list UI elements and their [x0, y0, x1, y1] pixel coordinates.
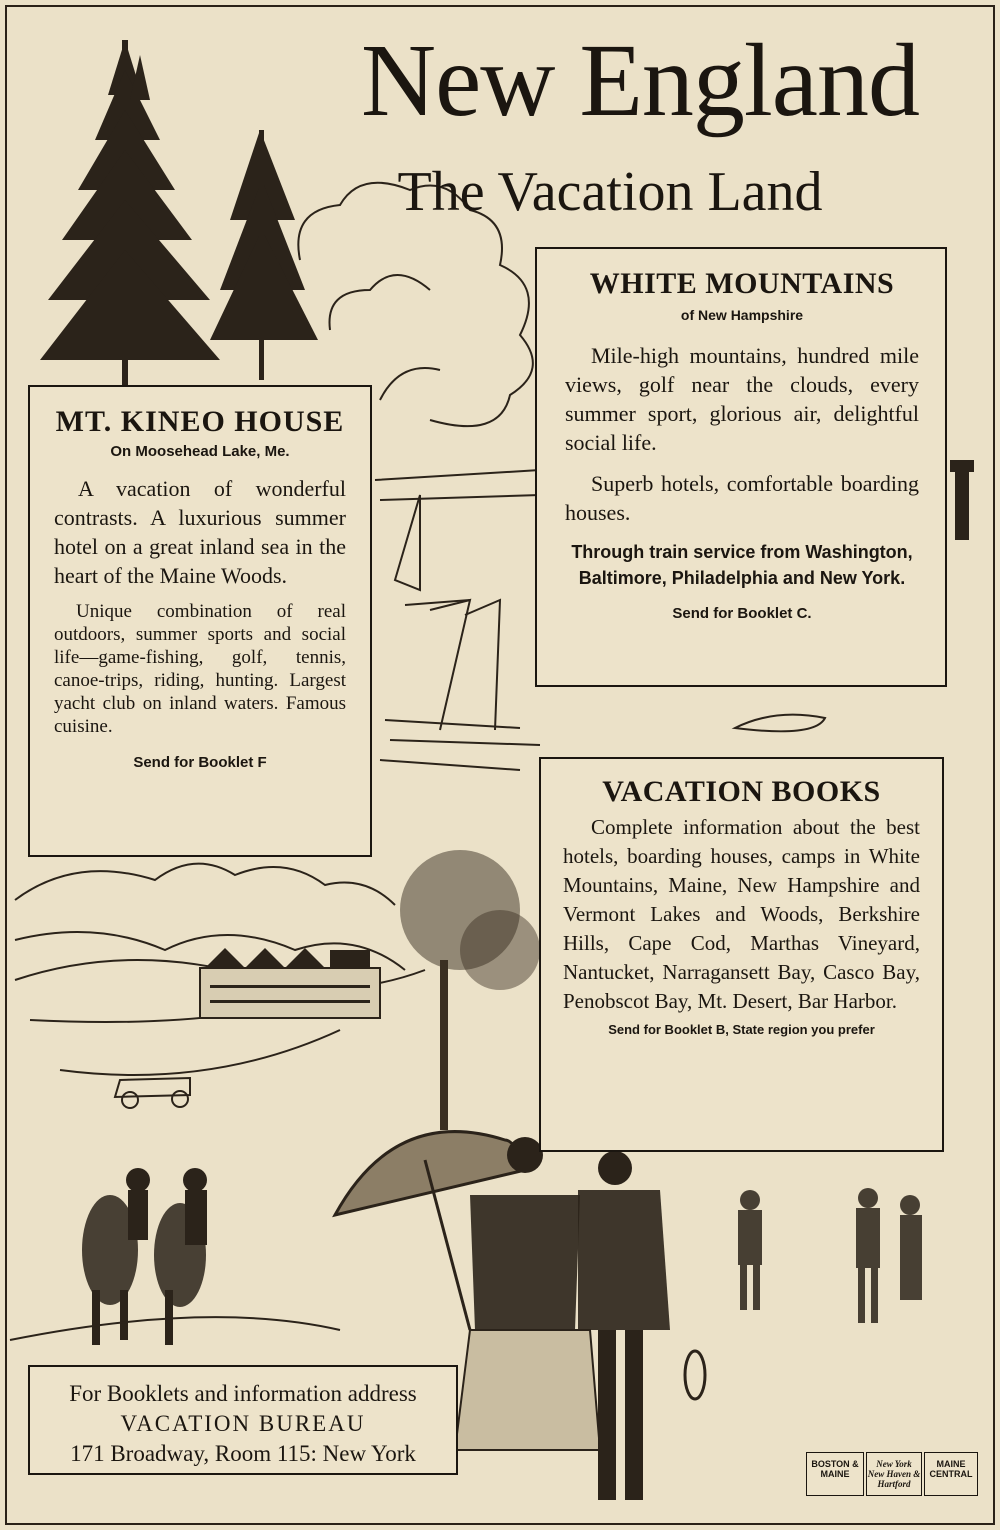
- golfers-illustration: [738, 1188, 922, 1323]
- kineo-title: MT. KINEO HOUSE: [55, 405, 345, 438]
- bureau-line-1: For Booklets and information address: [69, 1381, 417, 1406]
- hotel-illustration: [200, 948, 380, 1018]
- motorcar-illustration: [115, 1078, 190, 1108]
- boston-maine-logo: BOSTON & MAINE: [806, 1452, 864, 1496]
- white-mountains-paragraph-1: Mile-high mountains, hundred mile views, golf near the clouds, every summer sport, glorious air, delightful social life.: [565, 343, 919, 455]
- kineo-paragraph-1: A vacation of wonderful contrasts. A luxurious summer hotel on a great inland sea in the heart of the Maine Woods.: [54, 476, 346, 588]
- white-mountains-paragraph-2: Superb hotels, comfortable boarding houses.: [565, 471, 919, 525]
- vacation-books-title: VACATION BOOKS: [602, 775, 881, 808]
- white-mountains-title: WHITE MOUNTAINS: [589, 267, 895, 300]
- kineo-location: On Moosehead Lake, Me.: [110, 443, 290, 460]
- white-mountains-location: of New Hampshire: [680, 307, 804, 323]
- white-mountains-box: [535, 247, 947, 687]
- headline: New England: [361, 23, 919, 138]
- kineo-paragraph-2: Unique combination of real outdoors, summer sports and social life—game-fishing, golf, tennis, canoe-trips, riding, hunting. Largest yacht club on inland waters. Famous cuisine.: [54, 601, 346, 737]
- white-mountains-train-service: Through train service from Washington, Baltimore, Philadelphia and New York.: [571, 542, 913, 588]
- bureau-address: 171 Broadway, Room 115: New York: [70, 1441, 416, 1466]
- vacation-books-booklet-note: Send for Booklet B, State region you prefer: [608, 1022, 875, 1037]
- vacation-books-box: [539, 757, 944, 1152]
- couple-illustration: [455, 1137, 705, 1500]
- bureau-name: VACATION BUREAU: [120, 1411, 366, 1436]
- vacation-books-paragraph: Complete information about the best hotels, boarding houses, camps in White Mountains, Maine, New Hampshire and Vermont Lakes and Woods, Berkshire Hills, Cape Cod, Marthas Vineyard, Nantucket, Narragansett Bay, Casco Bay, Penobscot Bay, Mt. Desert, Bar Harbor.: [563, 815, 920, 1013]
- maine-central-logo: MAINE CENTRAL: [924, 1452, 978, 1496]
- lighthouse-illustration: [950, 460, 974, 540]
- tree-illustration: [400, 850, 540, 1130]
- kineo-booklet-note: Send for Booklet F: [133, 754, 267, 771]
- vacation-bureau-box: [28, 1365, 458, 1475]
- new-haven-logo: New York New Haven & Hartford: [866, 1452, 922, 1496]
- railroad-logos: [806, 1452, 978, 1498]
- pine-tree-illustration: [40, 40, 318, 390]
- white-mountains-booklet-note: Send for Booklet C.: [672, 605, 812, 622]
- kineo-house-box: [28, 385, 372, 857]
- subheadline: The Vacation Land: [397, 161, 823, 223]
- hillside-line: [10, 1317, 340, 1340]
